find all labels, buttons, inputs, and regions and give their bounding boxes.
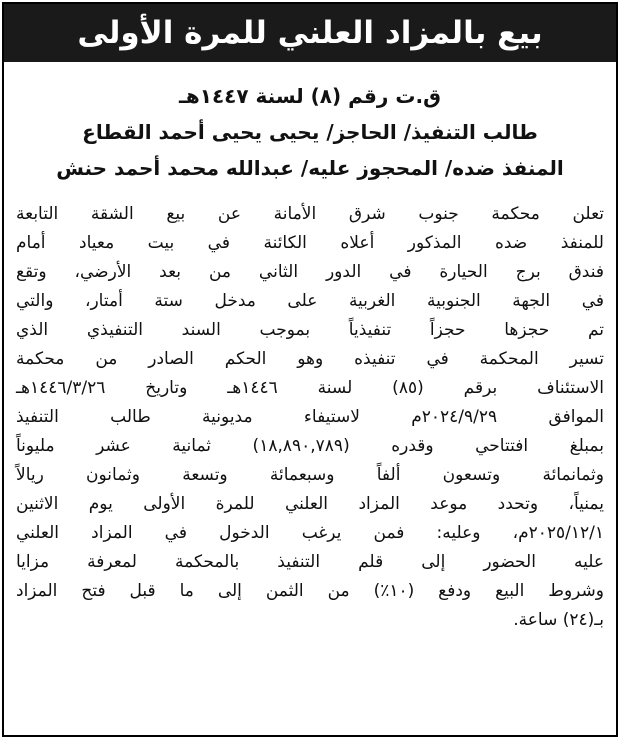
body-line: عليه الحضور إلى قلم التنفيذ بالمحكمة لمعرفة مزايا <box>16 552 604 572</box>
body-line: فندق برج الحيارة في الدور الثاني من بعد الأرضي، وتقع <box>16 262 604 282</box>
respondent-line: المنفذ ضده/ المحجوز عليه/ عبدالله محمد أحمد حنش <box>56 156 564 180</box>
notice-subheadings <box>18 78 602 186</box>
body-line: وشروط البيع ودفع (١٠٪) من الثمن إلى ما قبل فتح المزاد <box>16 581 604 601</box>
body-line: للمنفذ ضده المذكور أعلاه الكائنة في بيت معياد أمام <box>16 233 604 253</box>
body-line: بـ(٢٤) ساعة. <box>513 610 604 630</box>
body-line: ٢٠٢٥/١٢/١م، وعليه: فمن يرغب الدخول في المزاد العلني <box>16 523 604 543</box>
notice-frame <box>2 2 618 737</box>
body-line: وثمانمائة وتسعون ألفاً وسبعمائة وتسعة وثمانون ريالاً <box>16 465 604 485</box>
body-line: الموافق ٢٠٢٤/٩/٢٩م لاستيفاء مديونية طالب التنفيذ <box>16 407 604 427</box>
applicant-line: طالب التنفيذ/ الحاجز/ يحيى يحيى أحمد القطاع <box>82 120 538 144</box>
case-number: ق.ت رقم (٨) لسنة ١٤٤٧هـ <box>179 84 441 108</box>
notice-title: بيع بالمزاد العلني للمرة الأولى <box>77 15 543 51</box>
body-line: الاستئناف برقم (٨٥) لسنة ١٤٤٦هـ وتاريخ ١٤٤٦/٣/٢٦هـ <box>16 378 604 398</box>
body-line: بمبلغ افتتاحي وقدره (١٨,٨٩٠,٧٨٩) ثمانية عشر مليوناً <box>16 436 604 456</box>
notice-body <box>16 200 604 635</box>
body-line: تم حجزها حجزاً تنفيذياً بموجب السند التنفيذي الذي <box>16 320 604 340</box>
body-line: تسير المحكمة في تنفيذه وهو الحكم الصادر من محكمة <box>16 349 604 369</box>
body-line: تعلن محكمة جنوب شرق الأمانة عن بيع الشقة التابعة <box>16 204 604 224</box>
body-line: يمنياً، وتحدد موعد المزاد العلني للمرة الأولى يوم الاثنين <box>16 494 604 514</box>
header-bar <box>4 4 616 62</box>
body-line: في الجهة الجنوبية الغربية على مدخل ستة أمتار، والتي <box>16 291 604 311</box>
